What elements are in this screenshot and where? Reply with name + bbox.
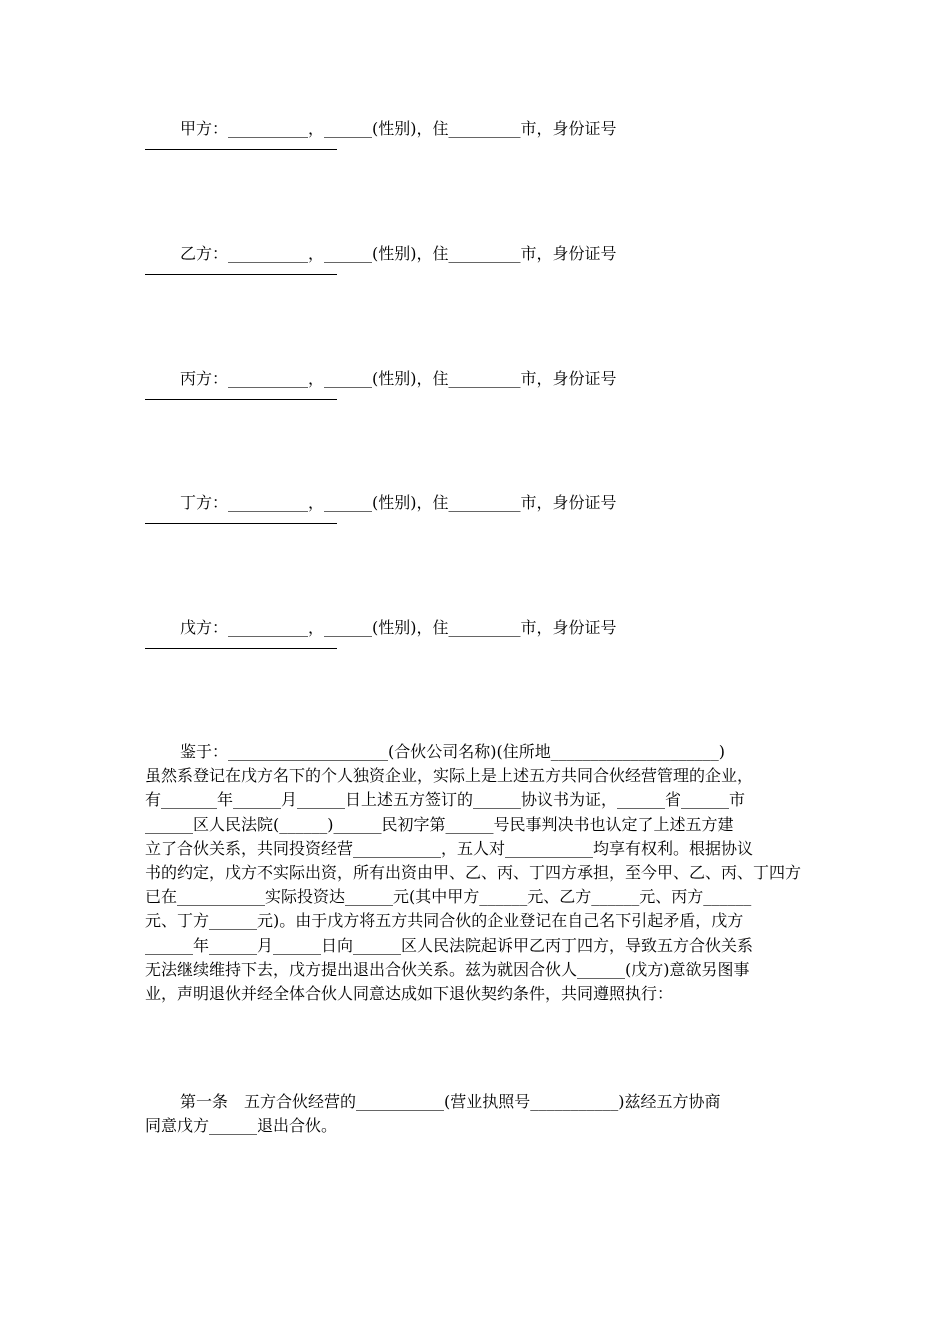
id-number-blank	[145, 273, 337, 275]
recital-line: 有_______年______月______日上述五方签订的______协议书为证，______省______市	[145, 790, 746, 810]
party-line: 乙方：__________，______(性别)，住_________市，身份证号	[180, 244, 617, 263]
recital-line: 无法继续维持下去，戊方提出退出合伙关系。兹为就因合伙人______(戊方)意欲另图事	[145, 959, 750, 979]
recital-line: ______年______月______日向______区人民法院起诉甲乙丙丁四方，导致五方合伙关系	[145, 935, 754, 955]
recital-line: 元、丁方______元)。由于戊方将五方共同合伙的企业登记在自己名下引起矛盾，戊方	[145, 911, 744, 931]
id-number-blank	[145, 398, 337, 400]
recital-paragraph	[145, 740, 813, 1006]
party-line: 丙方：__________，______(性别)，住_________市，身份证号	[180, 369, 617, 388]
recital-line: 已在___________实际投资达______元(其中甲方______元、乙方______元、丙方______	[145, 887, 752, 907]
article-1	[145, 1090, 813, 1138]
article-line: 第一条 五方合伙经营的___________(营业执照号___________)兹经五方协商	[180, 1092, 721, 1111]
article-line: 同意戊方______退出合伙。	[145, 1116, 338, 1136]
id-number-blank	[145, 522, 337, 524]
id-number-blank	[145, 647, 337, 649]
recital-line: 鉴于：____________________(合伙公司名称)(住所地_____________________)	[180, 742, 725, 761]
id-number-blank	[145, 148, 337, 150]
party-line: 丁方：__________，______(性别)，住_________市，身份证号	[180, 493, 617, 512]
party-line: 甲方：__________，______(性别)，住_________市，身份证号	[180, 119, 617, 138]
recital-line: 立了合伙关系，共同投资经营___________，五人对___________均享有权利。根据协议	[145, 838, 754, 858]
recital-line: ______区人民法院(______)______民初字第______号民事判决书也认定了上述五方建	[145, 814, 734, 834]
recital-line: 虽然系登记在戊方名下的个人独资企业，实际上是上述五方共同合伙经营管理的企业，	[145, 766, 754, 786]
party-line: 戊方：__________，______(性别)，住_________市，身份证号	[180, 618, 617, 637]
recital-line: 书的约定，戊方不实际出资，所有出资由甲、乙、丙、丁四方承担，至今甲、乙、丙、丁四方	[145, 863, 802, 883]
recital-line: 业，声明退伙并经全体合伙人同意达成如下退伙契约条件，共同遵照执行：	[145, 984, 674, 1004]
